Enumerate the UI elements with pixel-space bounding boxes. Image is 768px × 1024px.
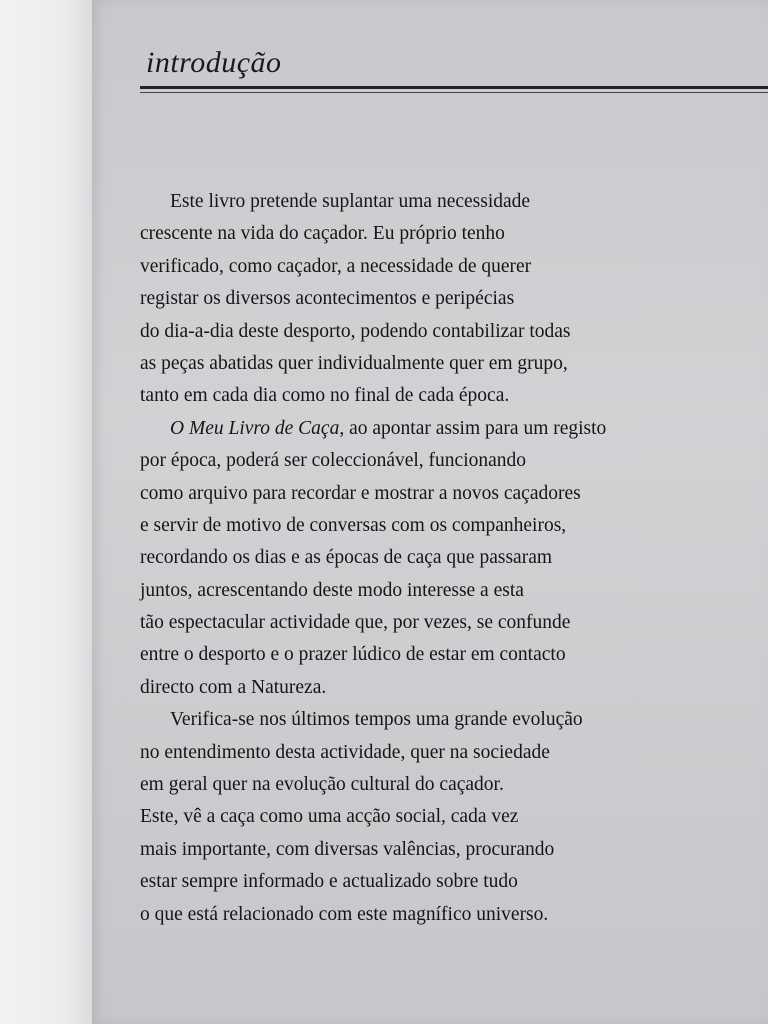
book-title: O Meu Livro de Caça xyxy=(170,417,340,439)
text-line: tão espectacular actividade que, por vezes, se confunde xyxy=(140,612,571,634)
header-rule-thin xyxy=(140,92,768,93)
text-line: Este livro pretende suplantar uma necessidade xyxy=(170,191,531,212)
page-left-margin xyxy=(0,0,92,1024)
text-line: Verifica-se nos últimos tempos uma grande evolução xyxy=(170,709,583,731)
text-line: em geral quer na evolução cultural do caçador. xyxy=(140,774,504,796)
text-line: mais importante, com diversas valências, procurando xyxy=(140,838,555,860)
text-line: estar sempre informado e actualizado sobre tudo xyxy=(140,871,518,893)
text-line: tanto em cada dia como no final de cada época. xyxy=(140,385,510,407)
text-line: do dia-a-dia deste desporto, podendo contabilizar todas xyxy=(140,320,571,342)
text-line: entre o desporto e o prazer lúdico de estar em contacto xyxy=(140,644,566,666)
text-line: por época, poderá ser coleccionável, funcionando xyxy=(140,450,527,472)
text-line: registar os diversos acontecimentos e peripécias xyxy=(140,288,515,310)
text-line: crescente na vida do caçador. Eu próprio tenho xyxy=(140,223,505,245)
body-text xyxy=(140,186,710,931)
text-line: no entendimento desta actividade, quer na sociedade xyxy=(140,741,550,763)
text-line xyxy=(140,413,710,445)
header-rule-thick xyxy=(140,86,768,89)
text-line: recordando os dias e as épocas de caça que passaram xyxy=(140,547,553,569)
text-line-rest: , ao apontar assim para um registo xyxy=(339,417,607,439)
text-line: e servir de motivo de conversas com os companheiros, xyxy=(140,514,567,536)
text-line: directo com a Natureza. xyxy=(140,676,327,698)
text-line: verificado, como caçador, a necessidade de querer xyxy=(140,255,532,277)
text-line: juntos, acrescentando deste modo interesse a esta xyxy=(140,579,524,601)
text-line: as peças abatidas quer individualmente quer em grupo, xyxy=(140,352,568,374)
text-line: o que está relacionado com este magnífico universo. xyxy=(140,903,549,925)
text-line: como arquivo para recordar e mostrar a novos caçadores xyxy=(140,482,581,504)
chapter-title: introdução xyxy=(146,46,282,79)
text-line: Este, vê a caça como uma acção social, cada vez xyxy=(140,806,519,828)
